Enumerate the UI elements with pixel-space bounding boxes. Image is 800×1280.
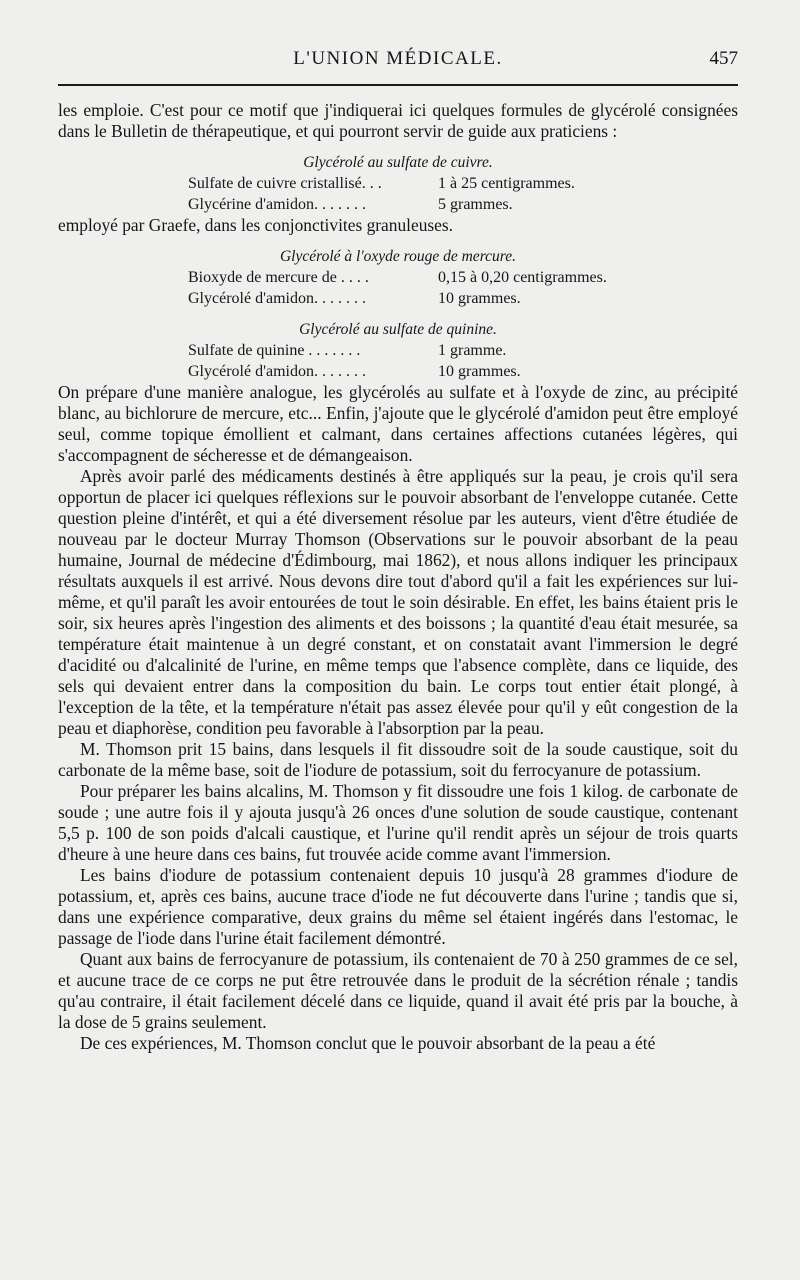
page-header	[58, 48, 738, 88]
body-paragraph: M. Thomson prit 15 bains, dans lesquels il fit dissoudre soit de la soude caustique, soit du carbonate de la même base, soit de l'iodure de potassium, soit du ferrocyanure de potassium.	[58, 739, 738, 780]
formula-row	[58, 288, 738, 309]
formula-row	[58, 361, 738, 382]
body-paragraph: De ces expériences, M. Thomson conclut que le pouvoir absorbant de la peau a été	[80, 1033, 656, 1053]
formula-title: Glycérolé au sulfate de quinine.	[299, 321, 497, 338]
body-paragraph: Quant aux bains de ferrocyanure de potassium, ils contenaient de 70 à 250 grammes de ce sel, et aucune trace de ce corps ne put être retrouvée dans le produit de la sécrétion rénale ; tandis qu'au contraire, il était facilement décelé dans ce liquide, quand il avait été pris par la bouche, à la dose de 5 grains seulement.	[58, 949, 738, 1032]
ingredient-quantity: 1 gramme.	[438, 342, 507, 359]
formula-row	[58, 340, 738, 361]
formula-note: employé par Graefe, dans les conjonctivites granuleuses.	[58, 215, 454, 235]
formula-title: Glycérolé à l'oxyde rouge de mercure.	[279, 248, 516, 265]
ingredient-quantity: 1 à 25 centigrammes.	[438, 175, 575, 192]
ingredient-name: Sulfate de cuivre cristallisé. . .	[188, 175, 382, 192]
header-rule	[58, 84, 738, 86]
ingredient-name: Glycérolé d'amidon. . . . . . .	[188, 363, 366, 380]
intro-paragraph: les emploie. C'est pour ce motif que j'indiquerai ici quelques formules de glycérolé consignées dans le Bulletin de thérapeutique, et qui pourront servir de guide aux praticiens :	[58, 100, 738, 141]
formula-block	[58, 246, 738, 309]
ingredient-quantity: 10 grammes.	[438, 290, 521, 307]
body-paragraph: Après avoir parlé des médicaments destinés à être appliqués sur la peau, je crois qu'il sera opportun de placer ici quelques réflexions sur le pouvoir absorbant de l'enveloppe cutanée. Cette question pleine d'intérêt, et qui a été diversement résolue par les auteurs, vient d'être étudiée de nouveau par le docteur Murray Thomson (Observations sur le pouvoir absorbant de la peau humaine, Journal de médecine d'Édimbourg, mai 1862), et nous allons indiquer les principaux résultats auxquels il est arrivé. Nous devons dire tout d'abord qu'il a fait les expériences sur lui-même, et qu'il paraît les avoir entourées de tout le soin désirable. En effet, les bains étaient pris le soir, six heures après l'ingestion des aliments et des boissons ; la quantité d'eau était mesurée, sa température était maintenue à un degré constant, et on constatait avant l'immersion le degré d'acidité ou d'alcalinité de l'urine, en même temps que l'absence complète, dans ce liquide, des sels qui devaient entrer dans la composition du bain. Le corps tout entier était plongé, à l'exception de la tête, et la température n'était pas assez élevée pour qu'il y eût congestion de la peau et diaphorèse, condition peu favorable à l'absorption par la peau.	[58, 466, 738, 738]
ingredient-quantity: 10 grammes.	[438, 363, 521, 380]
page-body	[58, 100, 738, 1054]
page-number: 457	[709, 48, 738, 69]
formula-title: Glycérolé au sulfate de cuivre.	[303, 154, 493, 171]
formula-row	[58, 194, 738, 215]
body-paragraph: On prépare d'une manière analogue, les glycérolés au sulfate et à l'oxyde de zinc, au précipité blanc, au bichlorure de mercure, etc... Enfin, j'ajoute que le glycérolé d'amidon peut être employé seul, comme topique émollient et calmant, dans certaines affections cutanées légères, qui s'accompagnent de sécheresse et de démangeaison.	[58, 382, 738, 465]
ingredient-name: Glycérine d'amidon. . . . . . .	[188, 196, 366, 213]
body-paragraph: Les bains d'iodure de potassium contenaient depuis 10 jusqu'à 28 grammes d'iodure de potassium, et, après ces bains, aucune trace d'iode ne fut découverte dans l'urine ; tandis que si, dans une expérience comparative, deux grains du même sel étaient ingérés dans l'estomac, le passage de l'iode dans l'urine était facilement démontré.	[58, 865, 738, 948]
ingredient-quantity: 0,15 à 0,20 centigrammes.	[438, 269, 607, 286]
ingredient-name: Sulfate de quinine . . . . . . .	[188, 342, 361, 359]
ingredient-name: Bioxyde de mercure de . . . .	[188, 269, 369, 286]
formula-block	[58, 152, 738, 236]
formula-block	[58, 319, 738, 382]
formula-row	[58, 173, 738, 194]
ingredient-quantity: 5 grammes.	[438, 196, 513, 213]
ingredient-name: Glycérolé d'amidon. . . . . . .	[188, 290, 366, 307]
running-title: L'UNION MÉDICALE.	[293, 48, 503, 69]
formula-row	[58, 267, 738, 288]
body-paragraph: Pour préparer les bains alcalins, M. Thomson y fit dissoudre une fois 1 kilog. de carbonate de soude ; une autre fois il y ajouta jusqu'à 26 onces d'une solution de soude caustique, contenant 5,5 p. 100 de son poids d'alcali caustique, et l'urine qu'il rendit après un séjour de trois quarts d'heure à une heure dans ces bains, fut trouvée acide comme avant l'immersion.	[58, 781, 738, 864]
